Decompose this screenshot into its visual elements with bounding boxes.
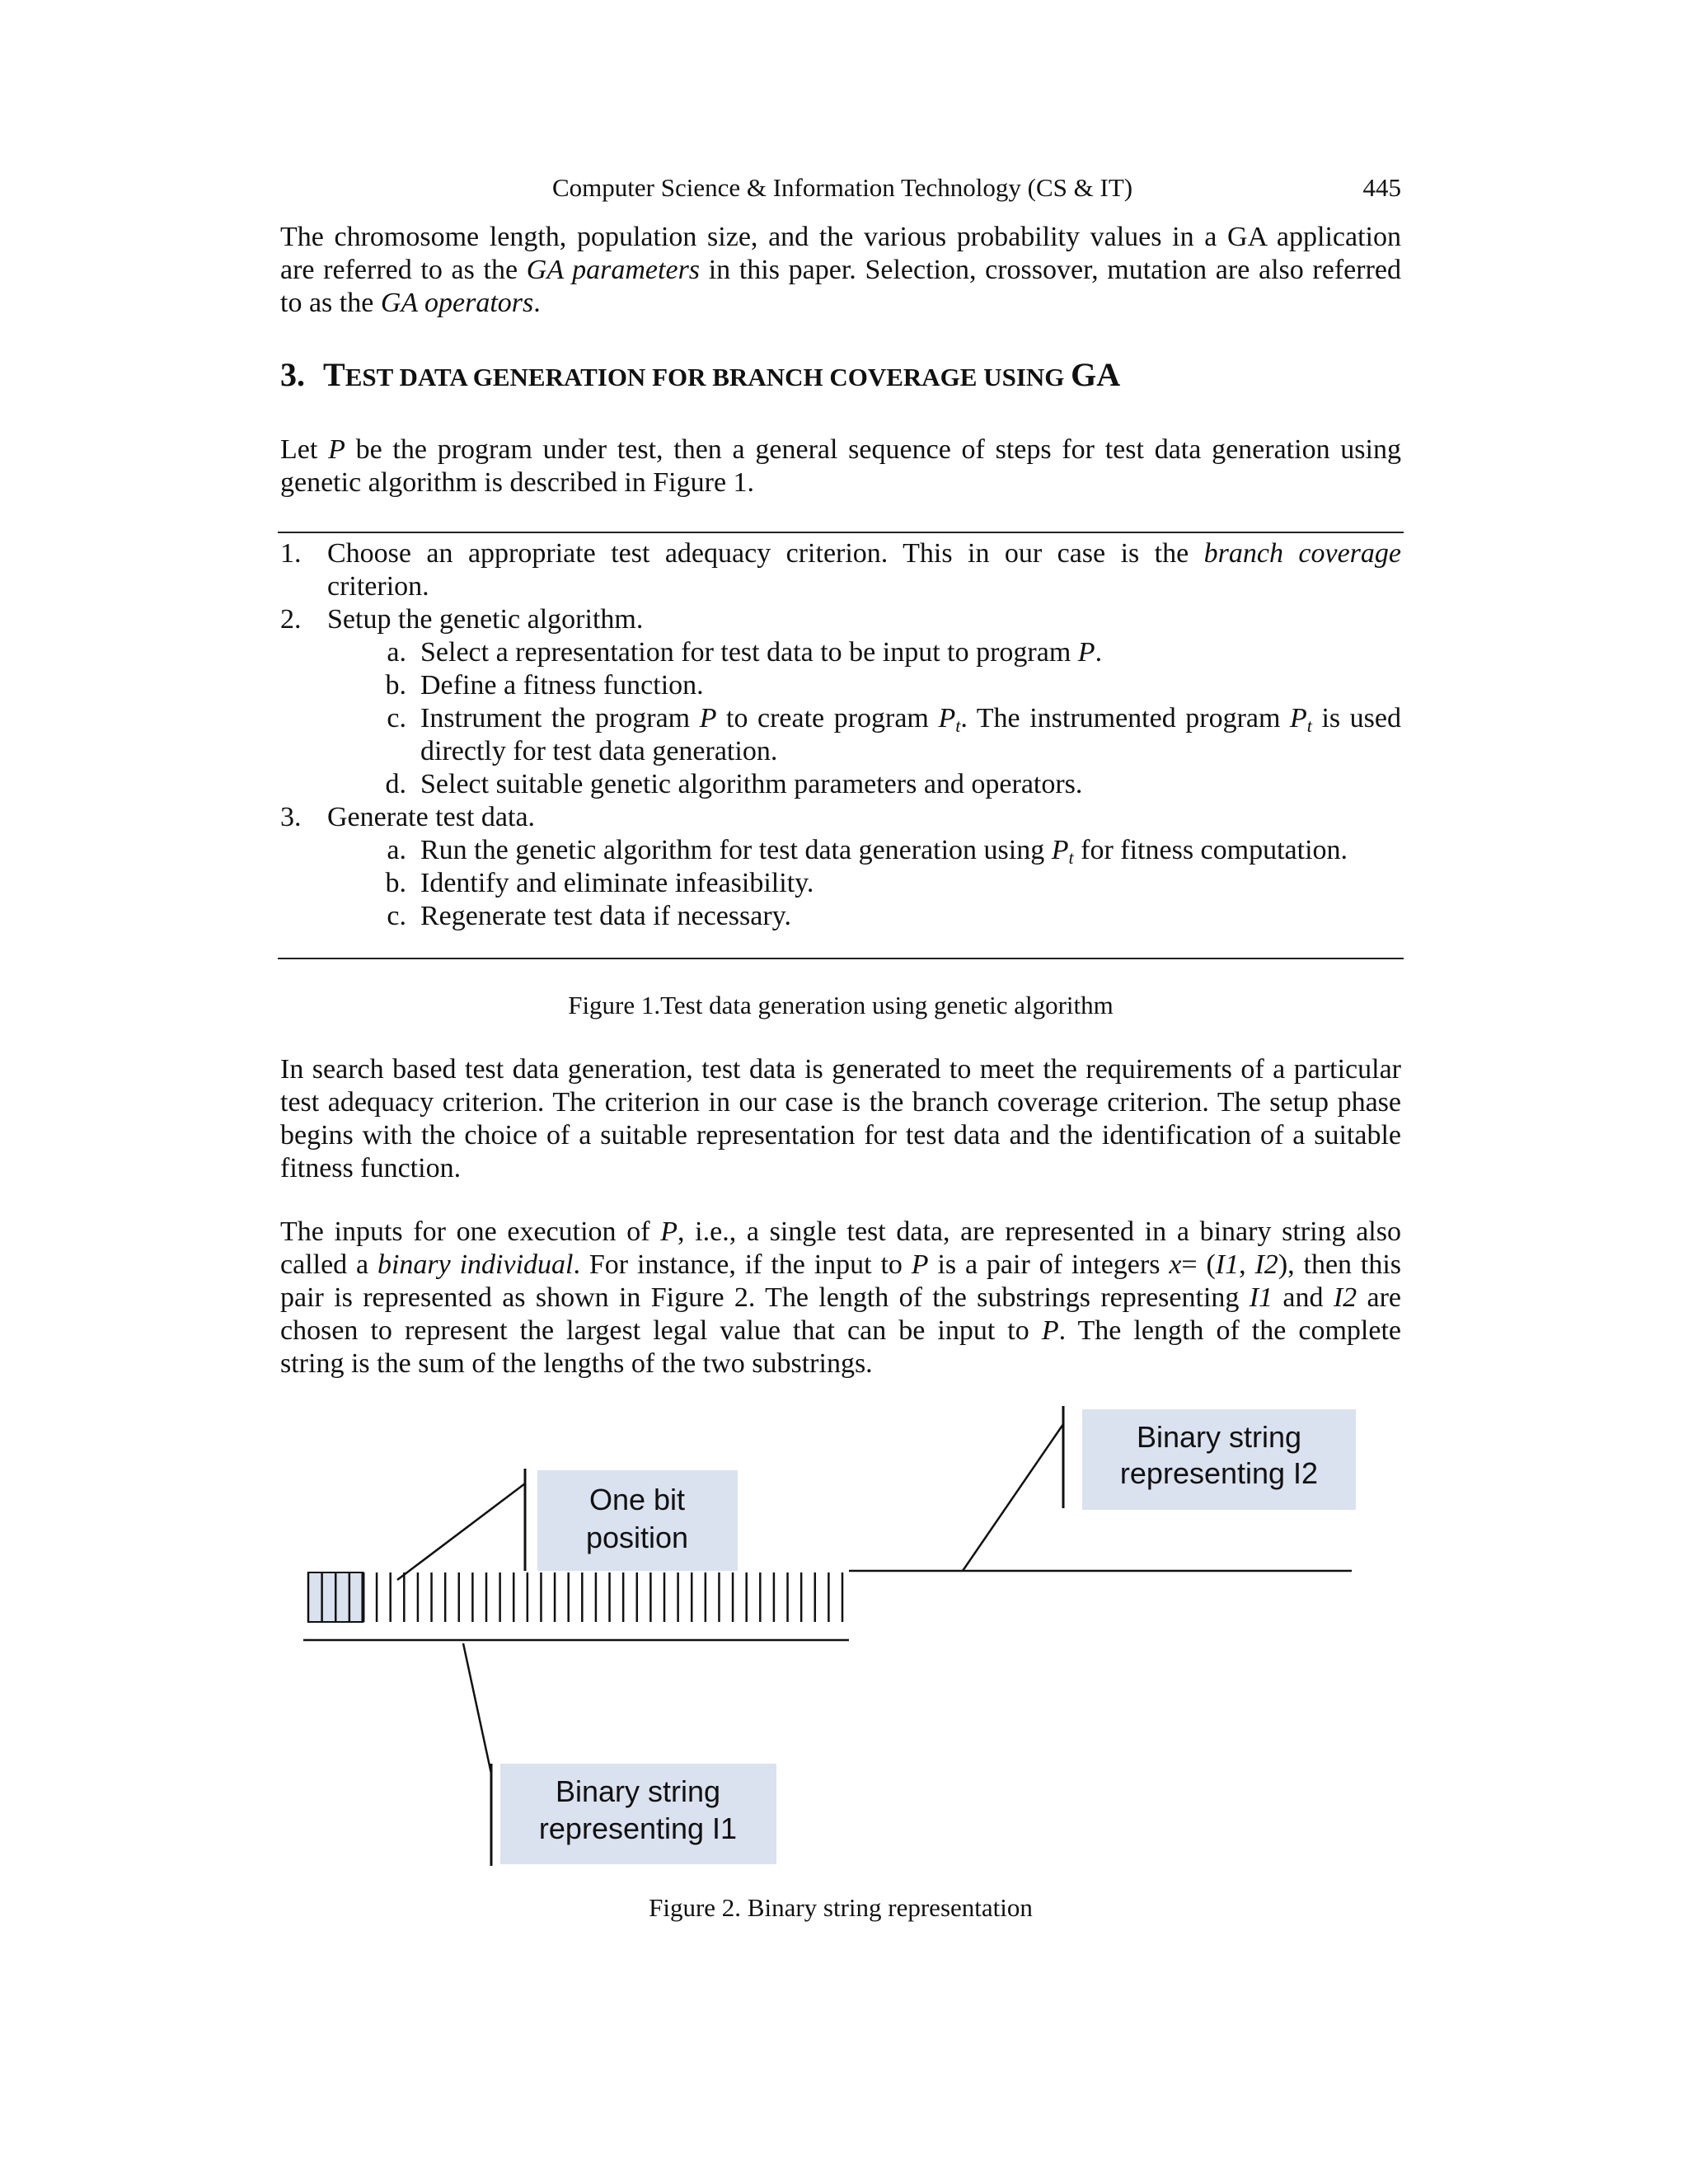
figure1-caption: Figure 1.Test data generation using genetic algorithm <box>568 991 1114 1019</box>
section-number: 3. <box>280 356 305 393</box>
text-line: string is the sum of the lengths of the two substrings. <box>280 1348 873 1379</box>
substep-3a: a. Run the genetic algorithm for test data generation using $P_t$ for fitness computation. <box>387 835 1348 868</box>
text-line: begins with the choice of a suitable representation for test data and the identification of a suitable <box>280 1120 1401 1151</box>
callout-text-i1-line1: Binary string <box>555 1774 721 1808</box>
substep-2a: a. Select a representation for test data to be input to program P. <box>387 637 1103 668</box>
step-text: Choose an appropriate test adequacy criterion. This in our case is the branch coverage <box>327 538 1402 569</box>
text-line: to as the GA operators. <box>280 288 541 318</box>
substep-3c: c. Regenerate test data if necessary. <box>387 901 791 931</box>
text-line: chosen to represent the largest legal value that can be input to P. The length of the complete <box>280 1315 1401 1346</box>
callout-text-i2-line2: representing I2 <box>1119 1456 1319 1490</box>
text-line: The inputs for one execution of P, i.e., a single test data, are represented in a binary string also <box>280 1216 1401 1247</box>
substep-2d: d. Select suitable genetic algorithm parameters and operators. <box>385 769 1083 799</box>
text-line: are referred to as the GA parameters in this paper. Selection, crossover, mutation are also referred <box>280 255 1401 285</box>
leader-line-i1 <box>463 1643 491 1774</box>
substep-2b: b. Define a fitness function. <box>385 670 704 701</box>
text-line: genetic algorithm is described in Figure 1. <box>280 467 755 498</box>
substep-2c: c. Instrument the program P to create program $P_t$. The instrumented program $P_t$ is used directly for test data generation. <box>387 703 1402 766</box>
step-number: 1. <box>280 538 302 569</box>
callout-text-i1-line2: representing I1 <box>538 1811 738 1845</box>
text-line: In search based test data generation, test data is generated to meet the requirements of a particular <box>280 1054 1401 1085</box>
step-text: criterion. <box>327 571 429 602</box>
leader-line-i2 <box>963 1424 1063 1571</box>
section-title: TEST DATA GENERATION FOR BRANCH COVERAGE USING GA <box>323 356 1121 393</box>
leader-line-bit <box>397 1483 525 1580</box>
page-number: 445 <box>1362 173 1401 202</box>
text-line: test adequacy criterion. The criterion in our case is the branch coverage criterion. The setup phase <box>280 1087 1401 1118</box>
binary-string-bits <box>308 1572 842 1622</box>
text-line: called a binary individual. For instance, if the input to P is a pair of integers x= (I1, I2), then this <box>280 1249 1402 1280</box>
callout-text-bit-line1: One bit <box>588 1483 686 1516</box>
figure2-caption: Figure 2. Binary string representation <box>649 1893 1033 1922</box>
text-line: The chromosome length, population size, and the various probability values in a GA application <box>280 222 1401 252</box>
text-line: fitness function. <box>280 1153 462 1183</box>
callout-text-bit-line2: position <box>585 1521 689 1554</box>
text-line: Let P be the program under test, then a general sequence of steps for test data generation using <box>280 434 1401 465</box>
step-text: Generate test data. <box>327 802 536 832</box>
text-line: pair is represented as shown in Figure 2. The length of the substrings representing I1 and I2 are <box>280 1282 1401 1313</box>
step-text: Setup the genetic algorithm. <box>327 604 644 635</box>
journal-name: Computer Science & Information Technology (CS & IT) <box>552 173 1133 202</box>
callout-text-i2-line1: Binary string <box>1136 1420 1302 1454</box>
step-number: 3. <box>280 802 302 832</box>
step-number: 2. <box>280 604 302 635</box>
substep-3b: b. Identify and eliminate infeasibility. <box>385 868 814 898</box>
